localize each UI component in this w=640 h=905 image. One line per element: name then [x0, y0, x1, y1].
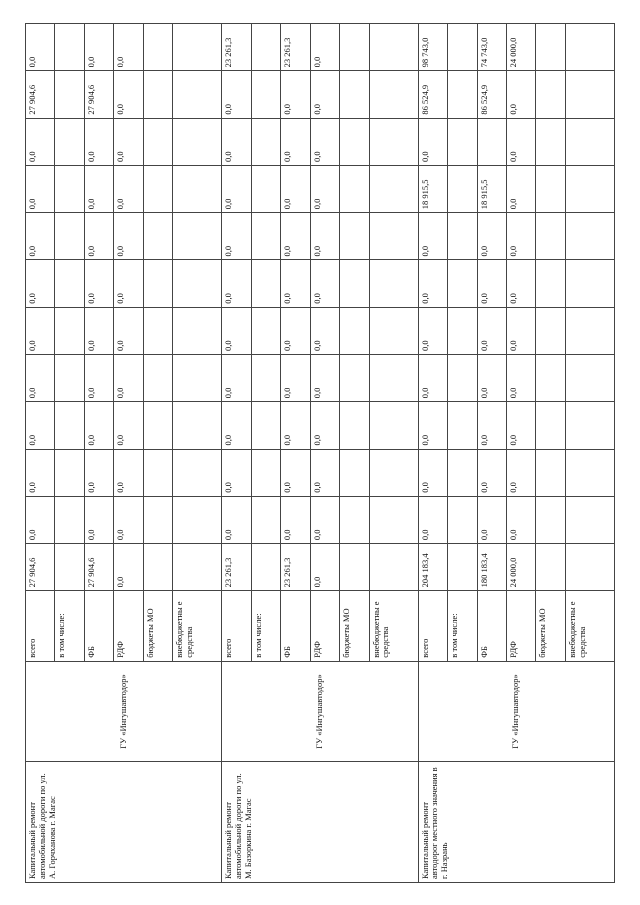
- amount-cell: 0,0: [26, 23, 55, 70]
- amount-cell: [536, 496, 565, 543]
- amount-cell: [173, 496, 222, 543]
- funding-source: внебюджетны е средства: [369, 590, 418, 660]
- amount-cell: [448, 23, 477, 70]
- amount-cell: [173, 165, 222, 212]
- amount-cell: [55, 23, 84, 70]
- amount-cell: 0,0: [84, 401, 113, 448]
- amount-cell: 0,0: [281, 70, 310, 117]
- amount-cell: [448, 118, 477, 165]
- amount-cell: 23 261,3: [281, 543, 310, 590]
- amount-cell: [251, 70, 280, 117]
- amount-cell: 0,0: [507, 259, 536, 306]
- amount-cell: [340, 70, 369, 117]
- amount-cell: [143, 165, 172, 212]
- budget-table: [25, 23, 615, 883]
- amount-cell: 0,0: [114, 354, 143, 401]
- amount-cell: [251, 307, 280, 354]
- amount-cell: 0,0: [114, 212, 143, 259]
- amount-cell: [448, 70, 477, 117]
- amount-cell: [340, 543, 369, 590]
- amount-cell: [55, 449, 84, 496]
- amount-cell: [565, 23, 614, 70]
- amount-cell: [565, 401, 614, 448]
- amount-cell: 0,0: [281, 212, 310, 259]
- amount-cell: 86 524,9: [477, 70, 506, 117]
- amount-cell: 0,0: [26, 496, 55, 543]
- amount-cell: 0,0: [84, 259, 113, 306]
- amount-cell: 0,0: [114, 23, 143, 70]
- funding-source: внебюджетны е средства: [173, 590, 222, 660]
- amount-cell: [536, 259, 565, 306]
- amount-cell: 0,0: [418, 307, 447, 354]
- amount-cell: 0,0: [507, 307, 536, 354]
- amount-cell: [55, 401, 84, 448]
- amount-cell: [536, 23, 565, 70]
- table-row: [418, 23, 447, 882]
- funding-source: РДФ: [507, 590, 536, 660]
- amount-cell: 0,0: [114, 165, 143, 212]
- executor: ГУ «Ингушавтодор»: [26, 661, 222, 762]
- amount-cell: [173, 259, 222, 306]
- amount-cell: 0,0: [477, 307, 506, 354]
- amount-cell: [173, 307, 222, 354]
- amount-cell: 0,0: [418, 496, 447, 543]
- amount-cell: [143, 449, 172, 496]
- amount-cell: 0,0: [310, 259, 339, 306]
- amount-cell: 0,0: [477, 401, 506, 448]
- amount-cell: 0,0: [281, 118, 310, 165]
- executor: ГУ «Ингушавтодор»: [418, 661, 614, 762]
- amount-cell: 0,0: [281, 259, 310, 306]
- amount-cell: 0,0: [222, 307, 251, 354]
- funding-source: всего: [26, 590, 55, 660]
- amount-cell: [536, 307, 565, 354]
- amount-cell: [143, 354, 172, 401]
- amount-cell: [55, 354, 84, 401]
- amount-cell: [369, 449, 418, 496]
- amount-cell: 0,0: [507, 449, 536, 496]
- amount-cell: [251, 496, 280, 543]
- table-row: [26, 23, 55, 882]
- amount-cell: 0,0: [281, 449, 310, 496]
- amount-cell: 0,0: [222, 118, 251, 165]
- amount-cell: [536, 70, 565, 117]
- amount-cell: 23 261,3: [222, 23, 251, 70]
- amount-cell: [251, 401, 280, 448]
- executor: ГУ «Ингушавтодор»: [222, 661, 418, 762]
- amount-cell: [340, 212, 369, 259]
- amount-cell: 0,0: [84, 496, 113, 543]
- amount-cell: 0,0: [114, 70, 143, 117]
- amount-cell: 0,0: [418, 212, 447, 259]
- amount-cell: [565, 354, 614, 401]
- amount-cell: 27 904,6: [26, 70, 55, 117]
- amount-cell: [173, 212, 222, 259]
- funding-source: в том числе:: [55, 590, 84, 660]
- amount-cell: 18 915,5: [477, 165, 506, 212]
- amount-cell: [448, 307, 477, 354]
- amount-cell: [369, 354, 418, 401]
- amount-cell: [340, 449, 369, 496]
- amount-cell: [55, 118, 84, 165]
- project-name: Капитальный ремонт автомобильной дороги по ул. А. Горчханова г. Магас: [26, 761, 222, 882]
- amount-cell: [173, 543, 222, 590]
- amount-cell: [565, 496, 614, 543]
- amount-cell: 0,0: [281, 307, 310, 354]
- amount-cell: 0,0: [114, 307, 143, 354]
- amount-cell: 0,0: [26, 212, 55, 259]
- project-name: Капитальный ремонт автодорог местного значения в г. Назрань: [418, 761, 614, 882]
- amount-cell: [340, 307, 369, 354]
- funding-source: РДФ: [114, 590, 143, 660]
- amount-cell: 27 904,6: [84, 543, 113, 590]
- amount-cell: 0,0: [507, 70, 536, 117]
- amount-cell: [448, 449, 477, 496]
- amount-cell: [448, 212, 477, 259]
- table-row: [222, 23, 251, 882]
- amount-cell: 24 000,0: [507, 543, 536, 590]
- amount-cell: 0,0: [507, 354, 536, 401]
- amount-cell: [340, 118, 369, 165]
- amount-cell: 0,0: [26, 118, 55, 165]
- amount-cell: [340, 259, 369, 306]
- amount-cell: [536, 118, 565, 165]
- amount-cell: 0,0: [310, 118, 339, 165]
- amount-cell: [55, 165, 84, 212]
- amount-cell: [536, 212, 565, 259]
- amount-cell: 0,0: [84, 212, 113, 259]
- amount-cell: 27 904,6: [84, 70, 113, 117]
- amount-cell: [251, 118, 280, 165]
- amount-cell: [448, 259, 477, 306]
- amount-cell: 0,0: [418, 118, 447, 165]
- amount-cell: [565, 165, 614, 212]
- amount-cell: [448, 354, 477, 401]
- funding-source: внебюджетны е средства: [565, 590, 614, 660]
- funding-source: в том числе:: [448, 590, 477, 660]
- amount-cell: 0,0: [418, 354, 447, 401]
- amount-cell: [251, 23, 280, 70]
- amount-cell: [448, 401, 477, 448]
- amount-cell: 0,0: [477, 354, 506, 401]
- amount-cell: [448, 543, 477, 590]
- amount-cell: 0,0: [114, 543, 143, 590]
- amount-cell: 0,0: [310, 212, 339, 259]
- amount-cell: [536, 401, 565, 448]
- amount-cell: 0,0: [507, 212, 536, 259]
- amount-cell: [173, 401, 222, 448]
- amount-cell: [55, 543, 84, 590]
- amount-cell: [143, 23, 172, 70]
- amount-cell: 0,0: [281, 401, 310, 448]
- funding-source: ФБ: [84, 590, 113, 660]
- amount-cell: [369, 70, 418, 117]
- amount-cell: 204 183,4: [418, 543, 447, 590]
- amount-cell: 0,0: [310, 165, 339, 212]
- amount-cell: [251, 259, 280, 306]
- amount-cell: [565, 118, 614, 165]
- funding-source: РДФ: [310, 590, 339, 660]
- amount-cell: 0,0: [26, 307, 55, 354]
- amount-cell: [143, 543, 172, 590]
- amount-cell: 0,0: [477, 449, 506, 496]
- amount-cell: 0,0: [310, 543, 339, 590]
- amount-cell: 74 743,0: [477, 23, 506, 70]
- amount-cell: [565, 212, 614, 259]
- funding-source: ФБ: [281, 590, 310, 660]
- amount-cell: [565, 70, 614, 117]
- funding-source: бюджеты МО: [340, 590, 369, 660]
- amount-cell: 0,0: [222, 259, 251, 306]
- amount-cell: [565, 543, 614, 590]
- amount-cell: [251, 354, 280, 401]
- amount-cell: 0,0: [26, 259, 55, 306]
- amount-cell: 0,0: [222, 212, 251, 259]
- amount-cell: 0,0: [114, 449, 143, 496]
- amount-cell: 0,0: [84, 23, 113, 70]
- amount-cell: 0,0: [281, 165, 310, 212]
- amount-cell: 0,0: [310, 449, 339, 496]
- amount-cell: [369, 212, 418, 259]
- amount-cell: [477, 118, 506, 165]
- amount-cell: 0,0: [507, 165, 536, 212]
- amount-cell: [369, 118, 418, 165]
- amount-cell: 0,0: [310, 23, 339, 70]
- amount-cell: 0,0: [418, 449, 447, 496]
- amount-cell: [536, 543, 565, 590]
- amount-cell: [369, 401, 418, 448]
- amount-cell: 0,0: [26, 401, 55, 448]
- funding-source: ФБ: [477, 590, 506, 660]
- amount-cell: 0,0: [114, 401, 143, 448]
- funding-source: бюджеты МО: [143, 590, 172, 660]
- rotated-page: [25, 23, 615, 883]
- amount-cell: 0,0: [507, 401, 536, 448]
- amount-cell: 0,0: [477, 496, 506, 543]
- amount-cell: [143, 401, 172, 448]
- amount-cell: 0,0: [222, 401, 251, 448]
- amount-cell: 18 915,5: [418, 165, 447, 212]
- amount-cell: [448, 496, 477, 543]
- amount-cell: [143, 70, 172, 117]
- amount-cell: 0,0: [84, 449, 113, 496]
- amount-cell: [369, 23, 418, 70]
- amount-cell: 0,0: [26, 449, 55, 496]
- amount-cell: 0,0: [84, 307, 113, 354]
- amount-cell: 0,0: [84, 118, 113, 165]
- amount-cell: [143, 307, 172, 354]
- amount-cell: [369, 496, 418, 543]
- amount-cell: [55, 212, 84, 259]
- amount-cell: 23 261,3: [281, 23, 310, 70]
- amount-cell: 0,0: [114, 118, 143, 165]
- amount-cell: 98 743,0: [418, 23, 447, 70]
- amount-cell: [369, 307, 418, 354]
- amount-cell: 0,0: [507, 118, 536, 165]
- amount-cell: [251, 449, 280, 496]
- amount-cell: [173, 70, 222, 117]
- funding-source: всего: [418, 590, 447, 660]
- amount-cell: [565, 449, 614, 496]
- amount-cell: [251, 212, 280, 259]
- amount-cell: [143, 118, 172, 165]
- amount-cell: [251, 543, 280, 590]
- amount-cell: [55, 496, 84, 543]
- amount-cell: 0,0: [477, 212, 506, 259]
- amount-cell: 0,0: [84, 165, 113, 212]
- amount-cell: 0,0: [222, 165, 251, 212]
- amount-cell: [448, 165, 477, 212]
- funding-source: бюджеты МО: [536, 590, 565, 660]
- amount-cell: [340, 23, 369, 70]
- amount-cell: 24 000,0: [507, 23, 536, 70]
- amount-cell: 0,0: [222, 449, 251, 496]
- amount-cell: 0,0: [477, 259, 506, 306]
- amount-cell: 0,0: [222, 496, 251, 543]
- amount-cell: [55, 307, 84, 354]
- amount-cell: 180 183,4: [477, 543, 506, 590]
- funding-source: в том числе:: [251, 590, 280, 660]
- amount-cell: [340, 401, 369, 448]
- amount-cell: [251, 165, 280, 212]
- amount-cell: [565, 259, 614, 306]
- amount-cell: 0,0: [310, 496, 339, 543]
- amount-cell: 0,0: [281, 354, 310, 401]
- amount-cell: [369, 543, 418, 590]
- amount-cell: 86 524,9: [418, 70, 447, 117]
- amount-cell: [173, 23, 222, 70]
- amount-cell: [565, 307, 614, 354]
- amount-cell: [536, 449, 565, 496]
- amount-cell: [173, 449, 222, 496]
- funding-source: всего: [222, 590, 251, 660]
- amount-cell: [143, 212, 172, 259]
- amount-cell: [340, 496, 369, 543]
- amount-cell: 0,0: [310, 307, 339, 354]
- amount-cell: 0,0: [222, 70, 251, 117]
- amount-cell: [340, 165, 369, 212]
- amount-cell: [369, 165, 418, 212]
- amount-cell: 0,0: [310, 70, 339, 117]
- amount-cell: [55, 259, 84, 306]
- amount-cell: [340, 354, 369, 401]
- amount-cell: 0,0: [310, 354, 339, 401]
- amount-cell: 0,0: [222, 354, 251, 401]
- amount-cell: [143, 496, 172, 543]
- amount-cell: 0,0: [84, 354, 113, 401]
- amount-cell: 0,0: [26, 165, 55, 212]
- amount-cell: 0,0: [507, 496, 536, 543]
- amount-cell: [536, 165, 565, 212]
- amount-cell: [369, 259, 418, 306]
- project-name: Капитальный ремонт автомобильной дороги по ул. М. Базоркина г. Магас: [222, 761, 418, 882]
- amount-cell: 23 261,3: [222, 543, 251, 590]
- amount-cell: 0,0: [114, 496, 143, 543]
- amount-cell: 0,0: [281, 496, 310, 543]
- amount-cell: 0,0: [418, 401, 447, 448]
- amount-cell: 27 904,6: [26, 543, 55, 590]
- amount-cell: [536, 354, 565, 401]
- amount-cell: 0,0: [418, 259, 447, 306]
- amount-cell: 0,0: [310, 401, 339, 448]
- amount-cell: [173, 354, 222, 401]
- amount-cell: 0,0: [114, 259, 143, 306]
- amount-cell: [173, 118, 222, 165]
- amount-cell: [55, 70, 84, 117]
- amount-cell: 0,0: [26, 354, 55, 401]
- amount-cell: [143, 259, 172, 306]
